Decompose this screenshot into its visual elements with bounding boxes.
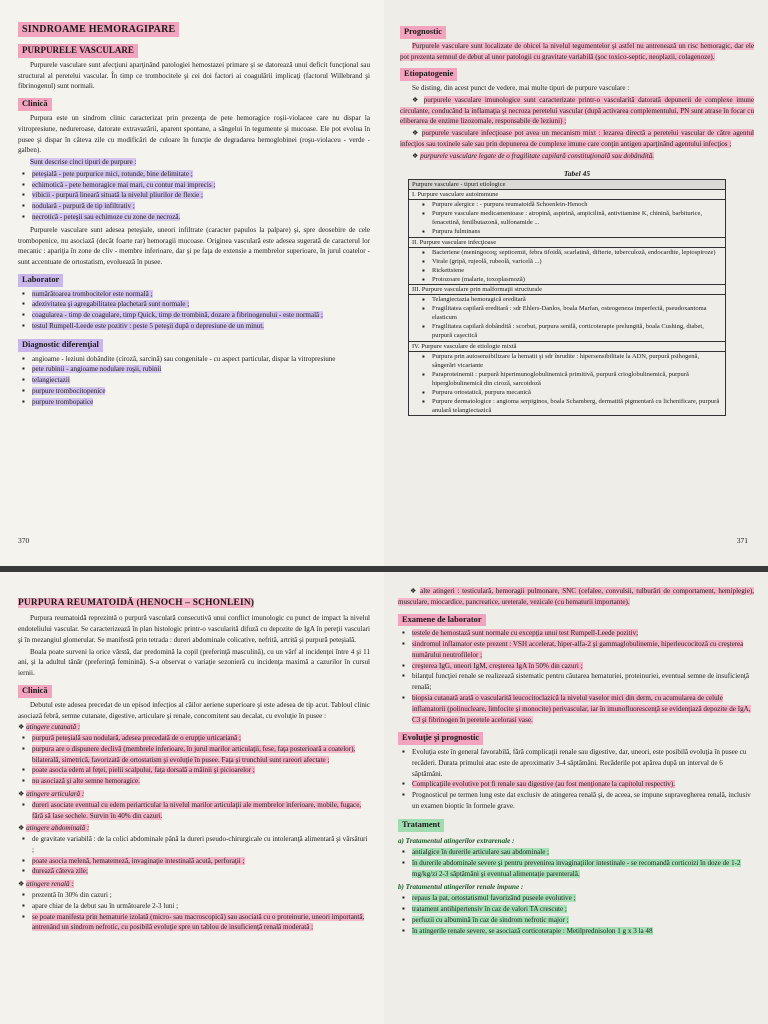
clinica-paragraph: Debutul este adesea precedat de un episod infecţios al căilor aeriene superioare şi este adesea de tip acut. Tabloul clinic asociază febră, semne cutanate, digestive, articulare şi renale, concomitent sau decalat, cu evoluţie în pusee :: [18, 700, 370, 720]
page-371: [384, 0, 768, 568]
tipuri-list: [18, 169, 370, 223]
evolutie-list: [398, 747, 754, 812]
table-row: [409, 247, 725, 284]
page-372: [0, 572, 384, 1024]
list-item-text: angioame - leziuni dobândite (ciroză, sarcină) sau congenitale - cu aspect particular, dispar la vitropresiune: [32, 354, 336, 363]
list-item: [412, 926, 754, 937]
list-item-text: repaus la pat, ortostatismul favorizând puseele evolutive ;: [412, 894, 576, 903]
list-item: [412, 790, 754, 812]
list-item-text: prezentă în 30% din cazuri ;: [32, 891, 112, 900]
list-item-text: peteşială - pete purpurice mici, rotunde, bine delimitate ;: [32, 169, 193, 178]
subheading-cutanata: ❖ atingere cutanată :: [18, 723, 81, 732]
list-item-text: purpure trombocitopenice: [32, 386, 106, 395]
subheading-articulara: ❖ atingere articulară :: [18, 790, 85, 798]
etiology-table: [408, 179, 726, 416]
list-item-text: tratament antihipertensiv în caz de valori TA crescute ;: [412, 905, 567, 914]
list-item: [32, 201, 370, 212]
list-item-text: durează câteva zile;: [32, 867, 88, 876]
list-item: [412, 628, 754, 639]
heading-clinica: Clinică: [18, 98, 52, 111]
list-item-text: creşterea IgG, uneori IgM, creşterea IgA în 50% din cazuri ;: [412, 661, 583, 670]
table-item: ▪ Purpura ortostatică, purpura mecanică: [432, 388, 722, 397]
list-item: [32, 180, 370, 191]
heading-examene-laborator: Examene de laborator: [398, 614, 486, 627]
table-row: [409, 351, 725, 416]
subheading-text: atingere renală :: [26, 880, 74, 889]
subheading-text: atingere articulară :: [26, 790, 85, 798]
prognostic-paragraph: [400, 41, 754, 63]
table-caption: Tabel 45: [563, 168, 591, 178]
articulara-list: [18, 800, 370, 822]
table-item: ▪ Purpure dermatologice : angioma serpiginos, boala Schamberg, dermatită pigmentară cu lichenificare, purpură anulară telangiectazică: [432, 397, 722, 415]
list-item: [32, 866, 370, 877]
list-item-text: purpura are o dispunere declivă (membrele inferioare, în jurul marilor articulaţii, fese, faţa posterioară a coatelor), bilaterală, simetrică, favorizată de ortostatism şi evoluţie în pusee. Faţa şi trunchiul sunt rareori afectate ;: [32, 744, 356, 764]
table-group-header: IV. Purpure vasculare de etiologie mixtă: [409, 341, 725, 351]
table-item: ▪ Purpure vasculare medicamentoase : atropină, aspirină, ampicilină, antivitamine K, chinină, barbiturice, fenacetină, fenilbutazonă, sulfonamide ...: [432, 209, 722, 227]
chapter-title-text: PURPURA REUMATOIDĂ (HENOCH – SCHONLEIN): [18, 598, 255, 608]
list-item-text: numărătoarea trombocitelor este normală ;: [32, 289, 153, 298]
list-item-text: purpure trombopatice: [32, 397, 94, 406]
list-item: [412, 779, 754, 790]
tratament-renal-list: [398, 893, 754, 936]
table-item: ▪ Telangiectazia hemoragică ereditară: [432, 295, 722, 304]
list-item-text: necrotică - peteşii sau echimoze cu zone de necroză.: [32, 213, 181, 221]
list-item: [412, 904, 754, 915]
heading-laborator: Laborator: [18, 274, 63, 287]
clinica-paragraph-2: Purpurele vasculare sunt adesea peteşiale, uneori infiltrate (caracter papulos la palpare) şi, spre deosebire de cele trombopenice, nu asociază (decât foarte rar) hemoragii mucoase. Originea vasculară este adesea sugerată de caracterul lor mecanic : apariţia în zone de cliv - membre inferioare, dar şi pe faţa de extensie a membrelor superioare, în jurul coatelor - sunt accentuate de ortostatism, evoluează în pusee.: [18, 225, 370, 267]
alte-atingeri-text: alte atingeri : testiculară, hemoragii pulmonare, SNC (cefalee, convulsii, tulburări de comportament, hemiplegie), musculare, miocardice, pancreatice, ureterale, vezicale (cu hematurii importante).: [398, 587, 754, 606]
table-item: ▪ Virale (gripă, rujeolă, rubeolă, varicelă ...): [432, 257, 722, 266]
list-item: [32, 397, 370, 408]
list-item: [32, 321, 370, 332]
list-item-text: în atingerile renale severe, se asociază corticoterapie : Metilprednisolon 1 g x 3 la 48: [412, 926, 653, 935]
table-row: [409, 199, 725, 236]
list-item-text: dureri asociate eventual cu edem periarticular la nivelul marilor articulaţii ale membrelor inferioare, mobile, fugace, fără să lase sechele. Survin în 40% din cazuri.: [32, 800, 362, 820]
list-item: [32, 289, 370, 300]
list-item: [32, 354, 370, 365]
list-item: [32, 212, 370, 223]
list-item: [32, 733, 370, 744]
list-item: [32, 299, 370, 310]
list-item-text: nu asociază şi alte semne hemoragice.: [32, 777, 140, 786]
intro-paragraph: [18, 613, 370, 645]
list-item-text: biopsia cutanată arată o vascularită leucocitoclazică la nivelul vaselor mici din derm, cu acumularea de celule inflamatorii (polinucleare, limfocite şi monocite) perivascular, iar în imunofluorescenţă se evidenţiază depozite de IgA, C3 şi fibrinogen în peretele acelorasi vase.: [412, 694, 751, 724]
etio-item-text: purpurele vasculare infecţioase pot avea un mecanism mixt : lezarea directă a peretelui vascular de către agentul infecţios sau toxinele sale sau prin depunerea de complexe imune care conţin antigen aparţinând agentului infecţios ;: [400, 129, 754, 148]
heading-clinica: Clinică: [18, 685, 52, 698]
list-item-text: testele de hemostază sunt normale cu excepţia unui test Rumpell-Leede pozitiv;: [412, 629, 639, 638]
subheading-renale: b) Tratamentul atingerilor renale impune :: [398, 882, 524, 891]
table-item: ▪ Purpura fulminans: [432, 227, 722, 236]
list-item-text: se poate manifesta prin hematurie izolată (micro- sau macroscopică) sau asociată cu o proteinurie, uneori importantă, antrenând un sindrom nefrotic, cu posibilă evoluţie spre un tablou de insuficienţă renală moderată ;: [32, 912, 365, 932]
intro-paragraph-2: Boala poate surveni la orice vârstă, dar predomină la copil (preferinţă masculină), cu un vârf al incidenţei între 4 şi 11 ani, şi la adultul tânăr (preferinţă feminină). S-a observat o variaţie sezonieră cu incidenţa maximă a cazurilor în cursul iernii.: [18, 647, 370, 678]
list-item: [412, 915, 754, 926]
cutanata-list: [18, 733, 370, 787]
page-370: [0, 0, 384, 568]
etio-item-text: purpurele vasculare legate de o fragilitate capilară constituţională sau dobândită.: [420, 151, 655, 160]
subheading-text: atingere cutanată :: [26, 723, 81, 732]
list-item: [32, 765, 370, 776]
list-item: [412, 847, 754, 858]
list-item-text: pete rubinii - angioame nodulare roşii, rubinii: [32, 365, 162, 374]
tipuri-label: Sunt descrise cinci tipuri de purpure :: [30, 158, 137, 167]
list-item: [412, 747, 754, 779]
table-item: ▪ Paraproteinemii : purpură hiperimunoglobulinemică primitivă, purpură crioglobulinemică, purpură hiperglobulinemică din ciroză, sarcoidoză: [432, 370, 722, 388]
section-title: PURPURELE VASCULARE: [18, 44, 138, 58]
list-item: [32, 856, 370, 867]
list-item-text: poate asocia edem al feţei, pielii scalpului, faţa dorsală a mâinii şi picioarelor ;: [32, 766, 255, 775]
subheading-text: atingere abdominală :: [26, 824, 90, 833]
heading-evolutie: Evoluţie şi prognostic: [398, 732, 483, 745]
list-item-text: antialgice în durerile articulare sau abdominale ;: [412, 848, 550, 857]
list-item: [32, 310, 370, 321]
table-header: Purpure vasculare - tipuri etiologice: [409, 180, 725, 189]
page-number: 371: [736, 535, 748, 545]
list-item-text: bilanţul funcţiei renale se realizează sistematic pentru căutarea hematuriei, proteinuriei, eventual semne de insuficienţă renală;: [412, 672, 749, 692]
list-item-text: vibicii - purpură lineară situată la nivelul pliurilor de flexie ;: [32, 191, 203, 200]
intro-text: Purpura reumatoidă reprezintă o purpură vasculară consecutivă unui conflict imunologic cu punct de impact la nivelul endoteliului vascular. Se caracterizează în plan histologic printr-o vascularită difuză cu depozite de IgA în pereţii vasculari şi în mezangiul glomerular. Se manifestă prin tetrada : dureri abdominale colicative, nefrită, artrită şi purpură peteşială.: [18, 614, 370, 644]
list-item: [32, 834, 370, 856]
heading-tratament: Tratament: [398, 819, 444, 832]
list-item: [32, 386, 370, 397]
list-item: [412, 639, 754, 661]
table-item: ▪ Purpure alergice : - purpura reumatoidă Schoenlein-Henoch: [432, 200, 722, 209]
list-item-text: coagularea - timp de coagulare, timp Quick, timp de trombină, dozare a fibrinogenului - este normală ;: [32, 311, 323, 320]
laborator-list: [18, 289, 370, 332]
table-item: ▪ Fragilitatea capilară dobândită : scorbut, purpura senilă, corticoterapie prelungită, boala Cushing, diabet, purpură caşectică: [432, 322, 722, 340]
list-item-text: adezivitatea şi agregabilitatea plachetară sunt normale ;: [32, 300, 190, 309]
clinica-paragraph: Purpura este un sindrom clinic caracterizat prin prezenţa de pete hemoragice roşii-violacee care nu dispar la vitropresiune, nedureroase, datorate extravazării, aparent spontane, a sângelui în tegumente şi mucoase. Ele pot evolua în pusee şi dispar în câteva zile cu modificări de culoare în funcţie de degradarea hemoglobinei (roşu-violaceu - verde - galben).: [18, 113, 370, 155]
table-group-header: III. Purpure vasculare prin malformaţii structurale: [409, 284, 725, 294]
list-item: [32, 375, 370, 386]
heading-etiopatogenie: Etiopatogenie: [400, 68, 457, 81]
list-item: [32, 364, 370, 375]
list-item: [32, 190, 370, 201]
list-item: [32, 890, 370, 901]
heading-prognostic: Prognostic: [400, 26, 446, 39]
list-item: [412, 858, 754, 880]
list-item-text: nodulară - purpură de tip infiltrativ ;: [32, 202, 135, 211]
table-item: ▪ Protozoare (malarie, toxoplasmoză): [432, 275, 722, 284]
list-item: [412, 671, 754, 693]
chapter-title: [18, 596, 370, 610]
table-row: [409, 294, 725, 340]
table-group-header: I. Purpure vasculare autoimmune: [409, 189, 725, 199]
list-item-text: de gravitate variabilă : de la colici abdominale până la dureri pseudo-chirurgicale cu intoleranţă alimentară şi vărsături ;: [32, 835, 368, 854]
page-number: 370: [18, 535, 30, 545]
list-item-text: în durerile abdominale severe şi pentru prevenirea invaginaţiilor intestinale - se recomandă corticoizi în doze de 1-2 mg/kg/zi 2-3 săptămâni şi eventual alimentaţie parenterală.: [412, 859, 741, 878]
list-item: [32, 901, 370, 912]
list-item: [412, 893, 754, 904]
list-item-text: telangiectazii: [32, 376, 70, 385]
subheading-extrarenale: a) Tratamentul atingerilor extrarenale :: [398, 836, 515, 845]
etio-item: ❖ purpurele vasculare imunologice sunt caracterizate printr-o vascularită datorată depunerii de complexe imune circulante, conducând la inflamaţia şi necroza peretelui vascular (după activarea complementului, PN sunt atrase în focar cu eliberarea de enzime lizozomale, responsabile de leziuni) ;: [400, 95, 754, 126]
list-item: [32, 912, 370, 934]
prognostic-text: Purpurele vasculare sunt localizate de obicei la nivelul tegumentelor şi astfel nu antrenează un risc hemoragic, dar ele pot prezenta semnul de debut al unor patologii cu gravitate variabilă (şoc toxico-septic, neoplazii, colagenoze).: [400, 41, 754, 61]
tipuri-intro: [18, 157, 370, 168]
table-item: ▪ Fragilitatea capilară ereditară : sdr Ehlers-Danlos, boala Marfan, osteogeneza imperfectă, pseudoxantoma elasticum: [432, 304, 722, 322]
subheading-abdominala: ❖ atingere abdominală :: [18, 824, 90, 833]
list-item-text: Complicaţiile evolutive pot fi renale sau digestive (au fost menţionate la capitolul respectiv).: [412, 780, 675, 789]
subheading-renala: ❖ atingere renală :: [18, 880, 74, 889]
list-item-text: purpură peteşială sau nodulară, adesea precedată de o erupţie urticariană ;: [32, 734, 241, 743]
list-item-text: Prognosticul pe termen lung este dat exclusiv de atingerea renală şi, de aceea, se impune supravegherea renală, inclusiv un examen bioptic în formele grave.: [412, 791, 751, 811]
table-item: ▪ Bacteriene (meningocoq; septicemii, febra tifoidă, scarlatină, difterie, tuberculoză, endocardite, leptospiroze): [432, 248, 722, 257]
table-item: ▪ Purpura prin autosensibilizare la hematii şi sdr înrudite : hipersensibilitate la ADN, purpură psihogenă, sângerări vicariante: [432, 352, 722, 370]
list-item-text: sindromul inflamator este prezent : VSH accelerat, hiper-alfa-2 şi gammaglobulinemie, hiperleucocitoză cu creşterea numărului neutrofilelor ;: [412, 640, 744, 659]
list-item: [32, 776, 370, 787]
alte-atingeri: ❖ alte atingeri : testiculară, hemoragii pulmonare, SNC (cefalee, convulsii, tulburări de comportament, hemiplegie), musculare, miocardice, pancreatice, ureterale, vezicale (cu hematurii importante).: [398, 587, 754, 606]
etio-item: ❖ purpurele vasculare infecţioase pot avea un mecanism mixt : lezarea directă a peretelui vascular de către agentul infecţios sau toxinele sale sau prin depunerea de complexe imune care conţin antigen aparţinând agentului infecţios ;: [400, 129, 754, 148]
page-373: [384, 572, 768, 1024]
laborator-list: [398, 628, 754, 725]
diagnostic-list: [18, 354, 370, 408]
table-group-header: II. Purpure vasculare infecţioase: [409, 237, 725, 247]
list-item-text: perfuzii cu albumină în caz de sindrom nefrotic major ;: [412, 916, 569, 925]
abdominala-list: [18, 834, 370, 877]
etio-item: ❖ purpurele vasculare legate de o fragilitate capilară constituţională sau dobândită.: [412, 151, 655, 160]
list-item: [412, 661, 754, 672]
list-item: [32, 800, 370, 822]
list-item-text: echimotică - pete hemoragice mai mari, cu contur mai imprecis ;: [32, 180, 216, 189]
list-item: [32, 744, 370, 766]
etio-item-text: purpurele vasculare imunologice sunt caracterizate printr-o vascularită datorată depunerii de complexe imune circulante, conducând la inflamaţia şi necroza peretelui vascular (după activarea complementului, PN sunt atrase în focar cu eliberarea de enzime lizozomale, responsabile de leziuni) ;: [400, 95, 754, 126]
list-item-text: testul Rumpell-Leede este pozitiv : peste 5 peteşii după o depresiune de un minut.: [32, 322, 265, 331]
tratament-extrarenal-list: [398, 847, 754, 879]
renala-list: [18, 890, 370, 933]
heading-diagnostic-diferential: Diagnostic diferenţial: [18, 339, 103, 352]
table-item: ▪ Rickettsiene: [432, 266, 722, 275]
chapter-title: SINDROAME HEMORAGIPARE: [18, 22, 179, 37]
list-item-text: poate asocia melenă, hematemeză, invaginaţie intestinală acută, perforaţii ;: [32, 856, 245, 865]
list-item: [32, 169, 370, 180]
list-item-text: apare chiar de la debut sau în următoarele 2-3 luni ;: [32, 901, 179, 910]
list-item-text: Evoluţia este în general favorabilă, fără complicaţii renale sau digestive, dar, uneori, este posibilă evoluţia în pusee cu recăderi. Durata primului atac este de aproximativ 3-4 săptămâni. Recăderile pot apărea după un interval de 6 săptămâni.: [412, 748, 747, 778]
intro-paragraph: Purpurele vasculare sunt afecţiuni aparţinând patologiei hemostazei primare şi se datorează unui deficit funcţional sau structural al peretelui vascular. În timp ce trombocitele şi cei doi factori ai coagulării implicaţi (factorul Willebrand şi fibrinogenul) sunt normali.: [18, 60, 370, 91]
list-item: [412, 693, 754, 725]
etio-intro: Se disting, din acest punct de vedere, mai multe tipuri de purpure vasculare :: [412, 84, 630, 93]
